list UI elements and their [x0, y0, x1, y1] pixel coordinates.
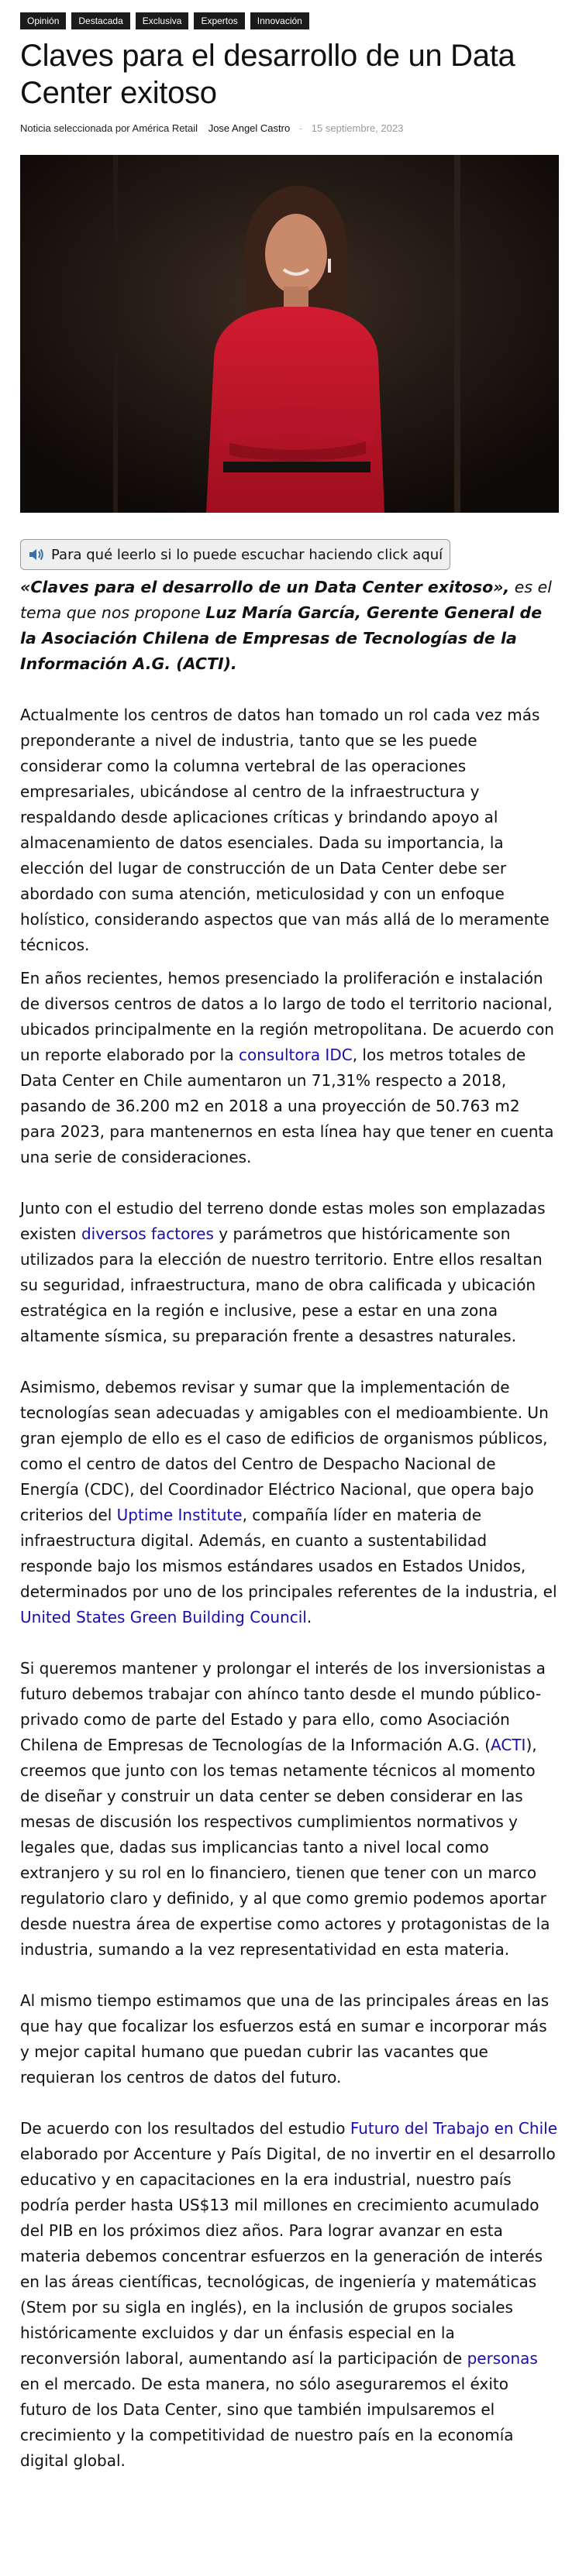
paragraph-1: Actualmente los centros de datos han tomado un rol cada vez más preponderante a nivel de industria, tanto que se les puede considerar como la columna vertebral de las operaciones empresariales, ubicándose al centro de la infraestructura y respaldando desde aplicaciones críticas y brindando apoyo al almacenamiento de datos esenciales. Dada su importancia, la elección del lugar de construcción de un Data Center debe ser abordado con suma atención, meticulosidad y con un enfoque holístico, considerando aspectos que van más allá de lo meramente técnicos.	[20, 706, 550, 954]
article-title: Claves para el desarrollo de un Data Center exitoso	[20, 39, 515, 110]
category-tags	[20, 12, 559, 29]
publish-date: 15 septiembre, 2023	[311, 122, 404, 134]
intro-quote: «Claves para el desarrollo de un Data Center exitoso»,	[20, 578, 510, 596]
article	[20, 12, 559, 2474]
paragraph-5	[20, 1656, 559, 1963]
p4-text-b: , compañía líder en materia de infraestructura digital. Además, en cuanto a sustentabilidad responde bajo los mismos estándares usados en Estados Unidos, determinados por uno de los principales referentes de la industria, el	[20, 1506, 557, 1601]
tag-innovacion[interactable]: Innovación	[250, 12, 309, 29]
tag-exclusiva[interactable]: Exclusiva	[136, 12, 189, 29]
paragraph-6: Al mismo tiempo estimamos que una de las principales áreas en las que hay que focalizar los esfuerzos está en sumar e incorporar más y mejor capital humano que puedan cubrir las vacantes que requieran los centros de datos del futuro.	[20, 1991, 550, 2087]
article-meta	[20, 121, 559, 136]
intro-person: Luz María García, Gerente General de la Asociación Chilena de Empresas de Tecnologías de la Información A.G. (ACTI).	[20, 603, 543, 673]
intro-mid: es el tema que nos propone	[20, 578, 552, 622]
p7-text-a: De acuerdo con los resultados del estudio	[20, 2119, 350, 2138]
article-intro	[20, 575, 559, 677]
link-futuro-trabajo[interactable]: Futuro del Trabajo en Chile	[350, 2119, 557, 2138]
p7-text-c: en el mercado. De esta manera, no sólo aseguraremos el éxito futuro de los Data Center, sino que también impulsaremos el crecimiento y la competitividad de nuestro país en la economía digital global.	[20, 2375, 514, 2470]
p2-text-b: , los metros totales de Data Center en Chile aumentaron un 71,31% respecto a 2018, pasando de 36.200 m2 en 2018 a una proyección de 50.763 m2 para 2023, para mantenernos en esta línea hay que tener en cuenta una serie de consideraciones.	[20, 1046, 554, 1166]
author-link[interactable]: Jose Angel Castro	[208, 122, 291, 134]
tag-expertos[interactable]: Expertos	[194, 12, 244, 29]
p5-text-b: ), creemos que junto con los temas netamente técnicos al momento de diseñar y construir un data center se deben considerar en las mesas de discusión los respectivos cumplimientos normativos y legales que, dadas sus implicancias tanto a nivel local como extranjero y su rol en lo financiero, tienen que tener con un marco regulatorio claro y definido, y al que como gremio podemos aportar desde nuestra área de expertise como actores y protagonistas de la industria, sumando a la vez representatividad en esta materia.	[20, 1736, 550, 1959]
listen-audio-button[interactable]	[20, 539, 450, 570]
listen-label: Para qué leerlo si lo puede escuchar haciendo click aquí	[51, 546, 443, 563]
p4-text-a: Asimismo, debemos revisar y sumar que la implementación de tecnologías sean adecuadas y amigables con el medioambiente. Un gran ejemplo de ello es el caso de edificios de organismos públicos, como el centro de datos del Centro de Despacho Nacional de Energía (CDC), del Coordinador Eléctrico Nacional, que opera bajo criterios del	[20, 1378, 549, 1524]
link-diversos-factores[interactable]: diversos factores	[81, 1224, 214, 1243]
p4-text-c: .	[306, 1608, 312, 1626]
paragraph-2	[20, 966, 559, 1170]
p2-text-a: En años recientes, hemos presenciado la proliferación e instalación de diversos centros de datos a lo largo de todo el territorio nacional, ubicados principalmente en la región metropolitana. De acuerdo con un reporte elaborado por la	[20, 969, 554, 1064]
link-usgbc[interactable]: United States Green Building Council	[20, 1608, 307, 1626]
link-consultora-idc[interactable]: consultora IDC	[238, 1046, 353, 1064]
link-personas[interactable]: personas	[467, 2349, 538, 2368]
paragraph-7	[20, 2116, 559, 2474]
portrait-photo	[20, 155, 559, 513]
link-acti[interactable]: ACTI	[491, 1736, 526, 1754]
tag-opinion[interactable]: Opinión	[20, 12, 66, 29]
paragraph-4	[20, 1375, 559, 1630]
meta-source: Noticia seleccionada por América Retail	[20, 122, 198, 134]
p3-text-b: y parámetros que históricamente son utilizados para la elección de nuestro territorio. Entre ellos resaltan su seguridad, infraestructura, mano de obra calificada y ubicación estratégica en la región e inclusive, pese a estar en una zona altamente sísmica, su preparación frente a desastres naturales.	[20, 1224, 543, 1345]
tag-destacada[interactable]: Destacada	[71, 12, 129, 29]
meta-separator: -	[298, 122, 303, 134]
p7-text-b: elaborado por Accenture y País Digital, de no invertir en el desarrollo educativo y en capacitaciones en la era industrial, nuestro país podría perder hasta US$13 mil millones en crecimiento acumulado del PIB en los próximos diez años. Para lograr avanzar en esta materia debemos concentrar esfuerzos en la generación de interés en las áreas científicas, tecnológicas, de ingeniería y matemáticas (Stem por su sigla en inglés), en la inclusión de grupos sociales históricamente excluidos y dar un énfasis especial en la reconversión laboral, aumentando así la participación de	[20, 2145, 556, 2368]
paragraph-3	[20, 1196, 559, 1349]
speaker-icon	[28, 547, 45, 562]
hero-image	[20, 155, 559, 513]
p3-text-a: Junto con el estudio del terreno donde estas moles son emplazadas existen	[20, 1199, 546, 1243]
link-uptime-institute[interactable]: Uptime Institute	[116, 1506, 243, 1524]
p5-text-a: Si queremos mantener y prolongar el interés de los inversionistas a futuro debemos trabajar con ahínco tanto desde el mundo público-privado como de parte del Estado y para ello, como Asociación Chilena de Empresas de Tecnologías de la Información A.G. (	[20, 1659, 546, 1754]
